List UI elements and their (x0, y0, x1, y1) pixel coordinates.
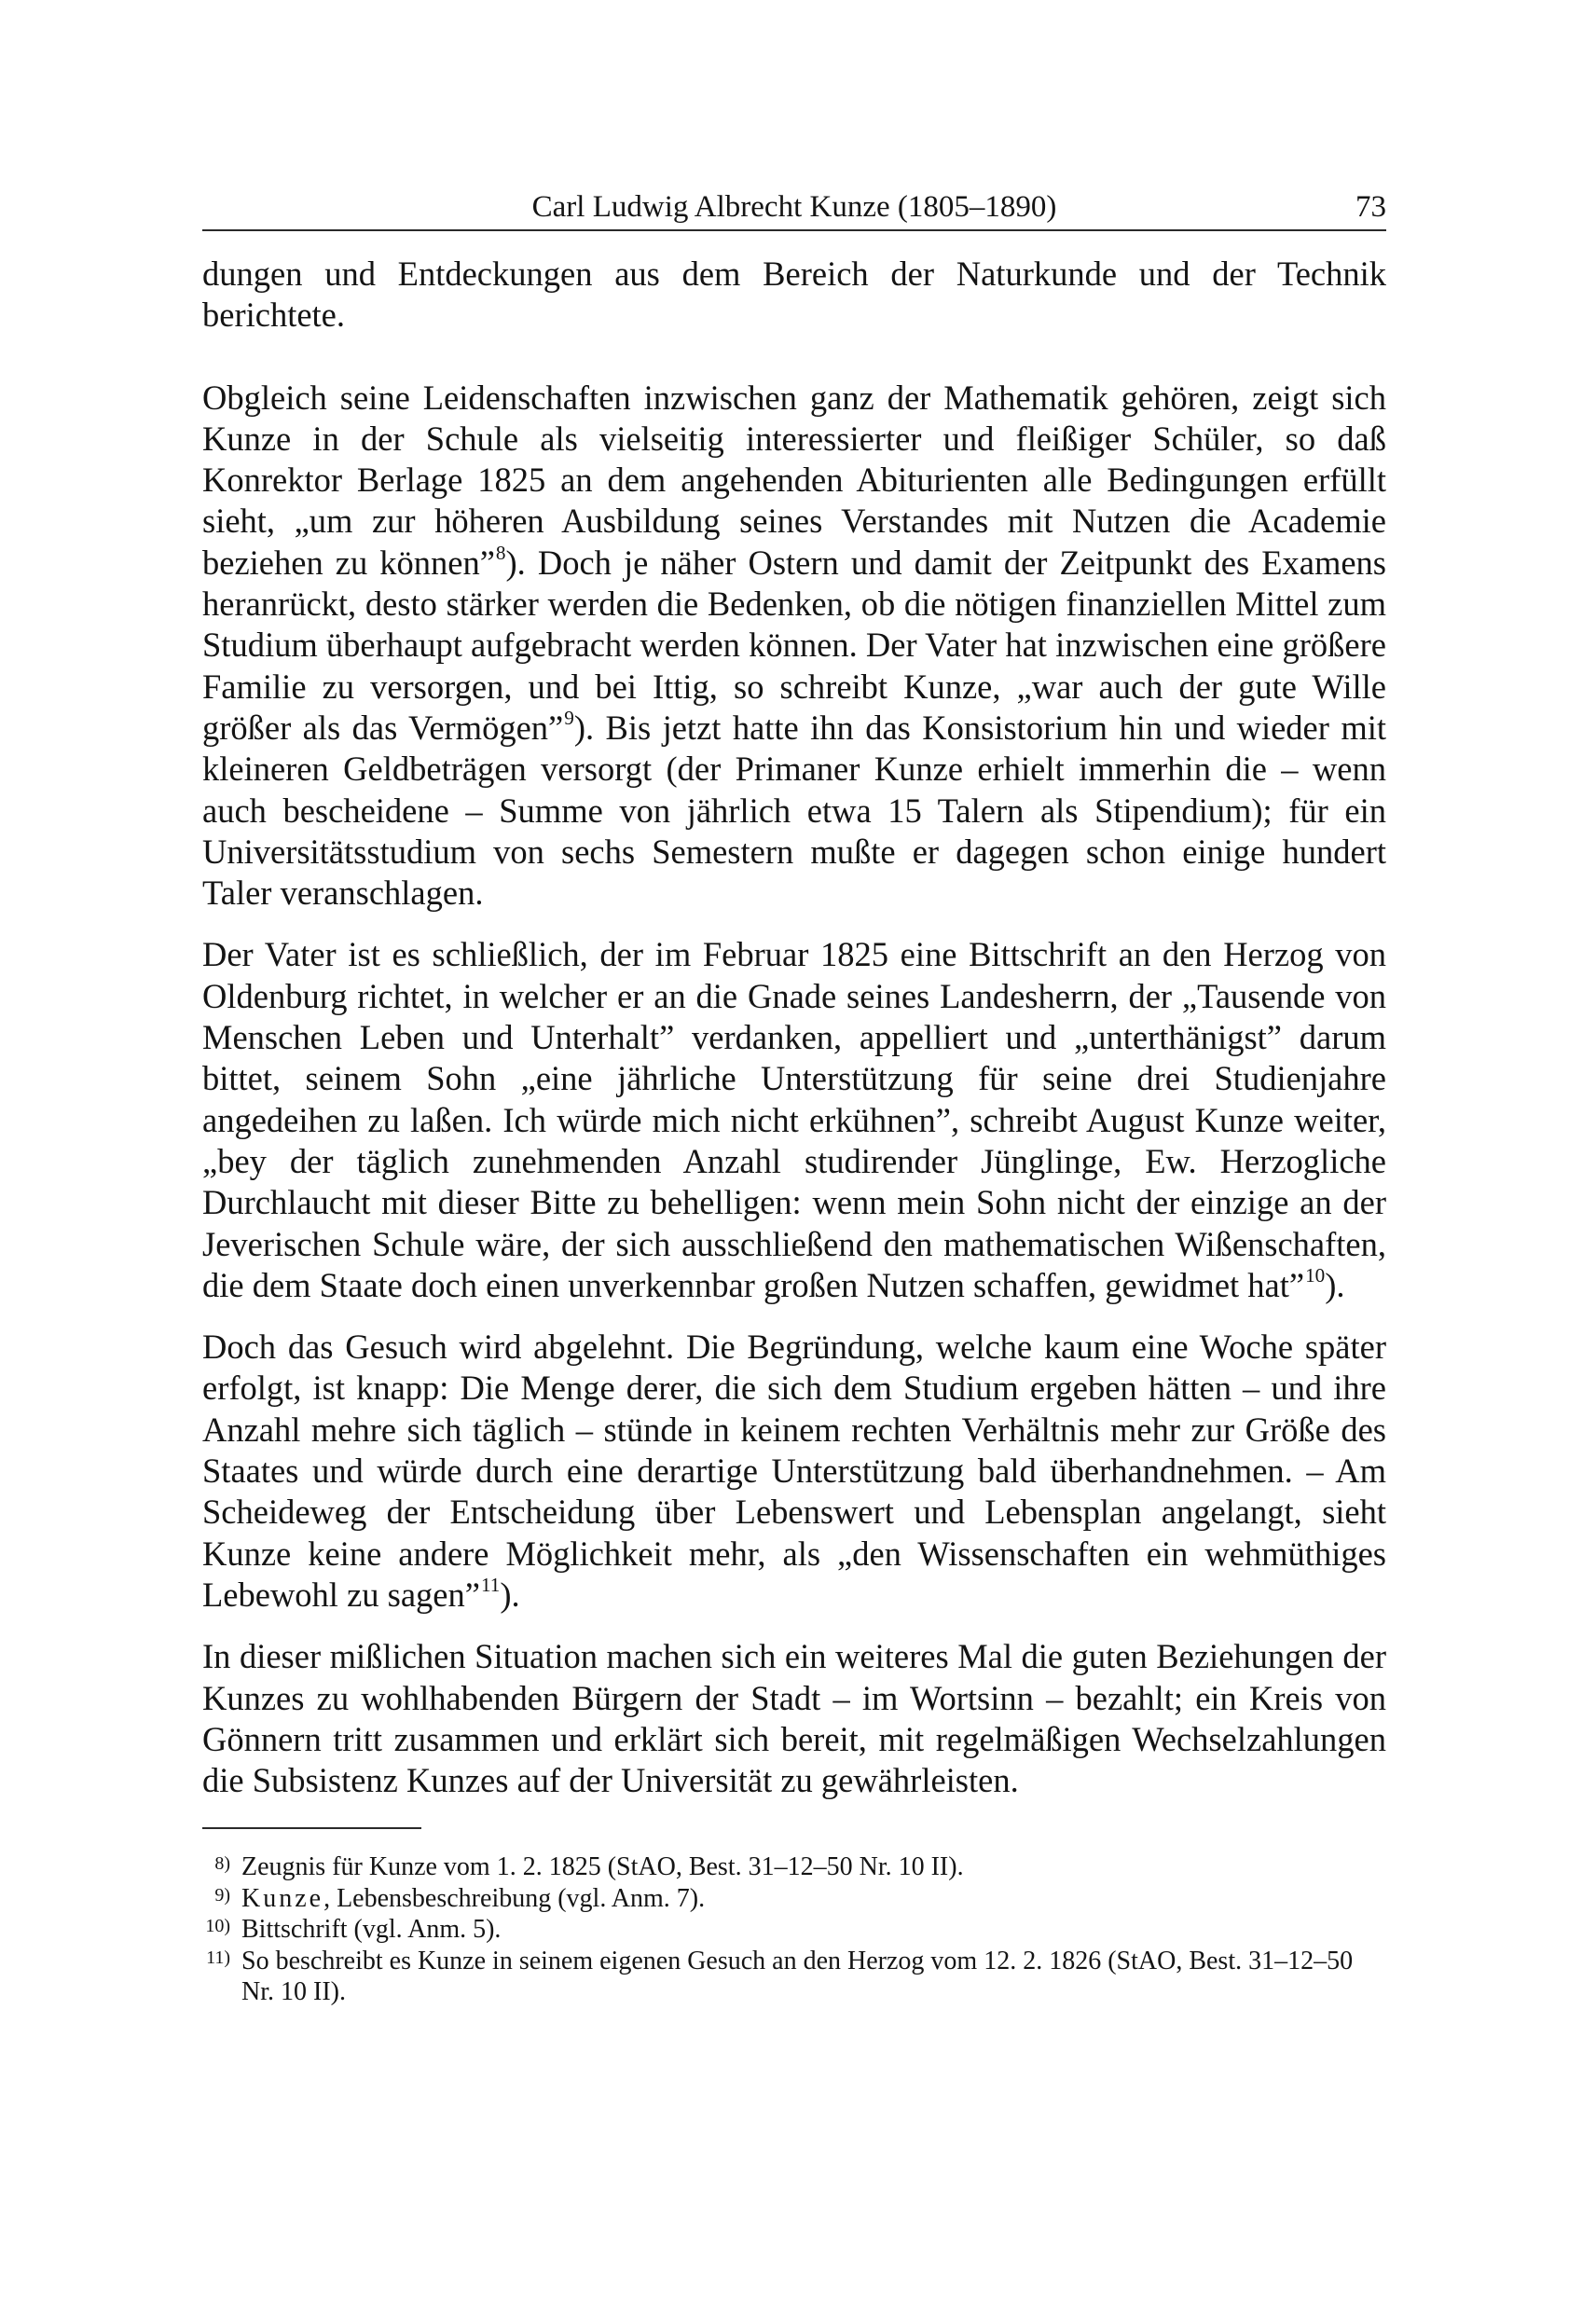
paragraph-text: ). Bis jetzt hatte ihn das Konsistorium hin und wieder mit kleineren Geldbeträgen versorgt (der Primaner Kunze erhielt immerhin die – wenn auch bescheidene – Summe von jährlich etwa 15 Talern als Stipendium); für ein Universitätsstudium von sechs Semestern mußte er dagegen schon einige hundert Taler veranschlagen. (202, 708, 1386, 913)
footnote-mark: 11) (206, 1947, 230, 1968)
footnote-reference-10[interactable]: 10 (1305, 1263, 1326, 1287)
footnote-9 (202, 1883, 1386, 1915)
paragraph-5 (202, 1636, 1386, 1801)
footnote-divider (202, 1827, 421, 1829)
footnote-reference-11[interactable]: 11 (480, 1574, 501, 1597)
paragraph-text: Der Vater ist es schließlich, der im Februar 1825 eine Bittschrift an den Herzog von Oldenburg richtet, in welcher er an die Gnade seines Landesherrn, der „Tausende von Menschen Leben und Unterhalt” verdanken, appelliert und „unterthänigst” darum bittet, seinem Sohn „eine jährliche Unterstützung für seine drei Studienjahre angedeihen zu laßen. Ich würde mich nicht erkühnen”, schreibt August Kunze weiter, „bey der täglich zunehmenden Anzahl studirender Jünglinge, Ew. Herzogliche Durchlaucht mit dieser Bitte zu behelligen: wenn mein Sohn nicht der einzige an der Jeverischen Schule wäre, der sich ausschließend den mathematischen Wißenschaften, die dem Staate doch einen unverkennbar großen Nutzen schaffen, gewidmet hat” (202, 935, 1386, 1304)
footnote-10 (202, 1914, 1386, 1946)
paragraph-text: In dieser mißlichen Situation machen sich ein weiteres Mal die guten Beziehungen der Kunzes zu wohlhabenden Bürgern der Stadt – im Wortsinn – bezahlt; ein Kreis von Gönnern tritt zusammen und erklärt sich bereit, mit regelmäßigen Wechselzahlungen die Subsistenz Kunzes auf der Universität zu gewährleisten. (202, 1637, 1386, 1800)
footnote-reference-8[interactable]: 8 (495, 541, 506, 564)
footnotes (202, 1851, 1386, 2008)
footnote-8 (202, 1851, 1386, 1883)
paragraph-text: Doch das Gesuch wird abgelehnt. Die Begründung, welche kaum eine Woche später erfolgt, ist knapp: Die Menge derer, die sich dem Studium ergeben hätten – und ihre Anzahl mehre sich täglich – stünde in keinem rechten Verhältnis mehr zur Größe des Staates und würde durch eine derartige Unterstützung bald überhandnehmen. – Am Scheideweg der Entscheidung über Lebenswert und Lebensplan angelangt, sieht Kunze keine andere Möglichkeit mehr, als „den Wissenschaften ein wehmüthiges Lebewohl zu sagen” (202, 1328, 1386, 1614)
running-title: Carl Ludwig Albrecht Kunze (1805–1890) (531, 190, 1057, 224)
paragraph-text: Obgleich seine Leidenschaften inzwischen ganz der Mathematik gehören, zeigt sich Kunze in der Schule als vielseitig interessierter und fleißiger Schüler, so daß Konrektor Berlage 1825 an dem angehenden Abiturienten alle Bedingungen erfüllt sieht, „um zur höheren Ausbildung seines Verstandes mit Nutzen die Academie beziehen zu können” (202, 378, 1386, 582)
body-text (202, 254, 1386, 1801)
running-header (202, 185, 1386, 231)
paragraph-3 (202, 934, 1386, 1306)
paragraph-text: ). (1325, 1265, 1345, 1304)
footnote-mark: 8) (214, 1853, 230, 1875)
paragraph-text: dungen und Entdeckungen aus dem Bereich der Naturkunde und der Technik berichtete. (202, 255, 1386, 335)
footnote-text: , Lebensbeschreibung (vgl. Anm. 7). (323, 1883, 706, 1913)
document-page (202, 185, 1386, 2008)
paragraph-text: ). (500, 1575, 520, 1614)
footnote-text: So beschreibt es Kunze in seinem eigenen Gesuch an den Herzog vom 12. 2. 1826 (StAO, Best. 31–12–50 Nr. 10 II). (241, 1946, 1354, 2007)
footnote-11 (202, 1946, 1386, 2008)
footnote-mark: 9) (214, 1884, 230, 1906)
footnote-reference-9[interactable]: 9 (564, 707, 574, 730)
paragraph-1 (202, 254, 1386, 337)
footnote-text-container (241, 1883, 1386, 1915)
footnote-text: Bittschrift (vgl. Anm. 5). (241, 1915, 502, 1945)
footnote-text: Zeugnis für Kunze vom 1. 2. 1825 (StAO, Best. 31–12–50 Nr. 10 II). (241, 1852, 964, 1882)
paragraph-2 (202, 378, 1386, 915)
paragraph-4 (202, 1327, 1386, 1616)
paragraph-text: ). Doch je näher Ostern und damit der Zeitpunkt des Examens heranrückt, desto stärker werden die Bedenken, ob die nötigen finanziellen Mittel zum Studium überhaupt aufgebracht werden können. Der Vater hat inzwischen eine größere Familie zu versorgen, und bei Ittig, so schreibt Kunze, „war auch der gute Wille größer als das Vermögen” (202, 543, 1387, 747)
footnote-author-name: Kunze (241, 1883, 324, 1913)
footnote-mark: 10) (205, 1916, 230, 1937)
page-number: 73 (1355, 190, 1386, 224)
